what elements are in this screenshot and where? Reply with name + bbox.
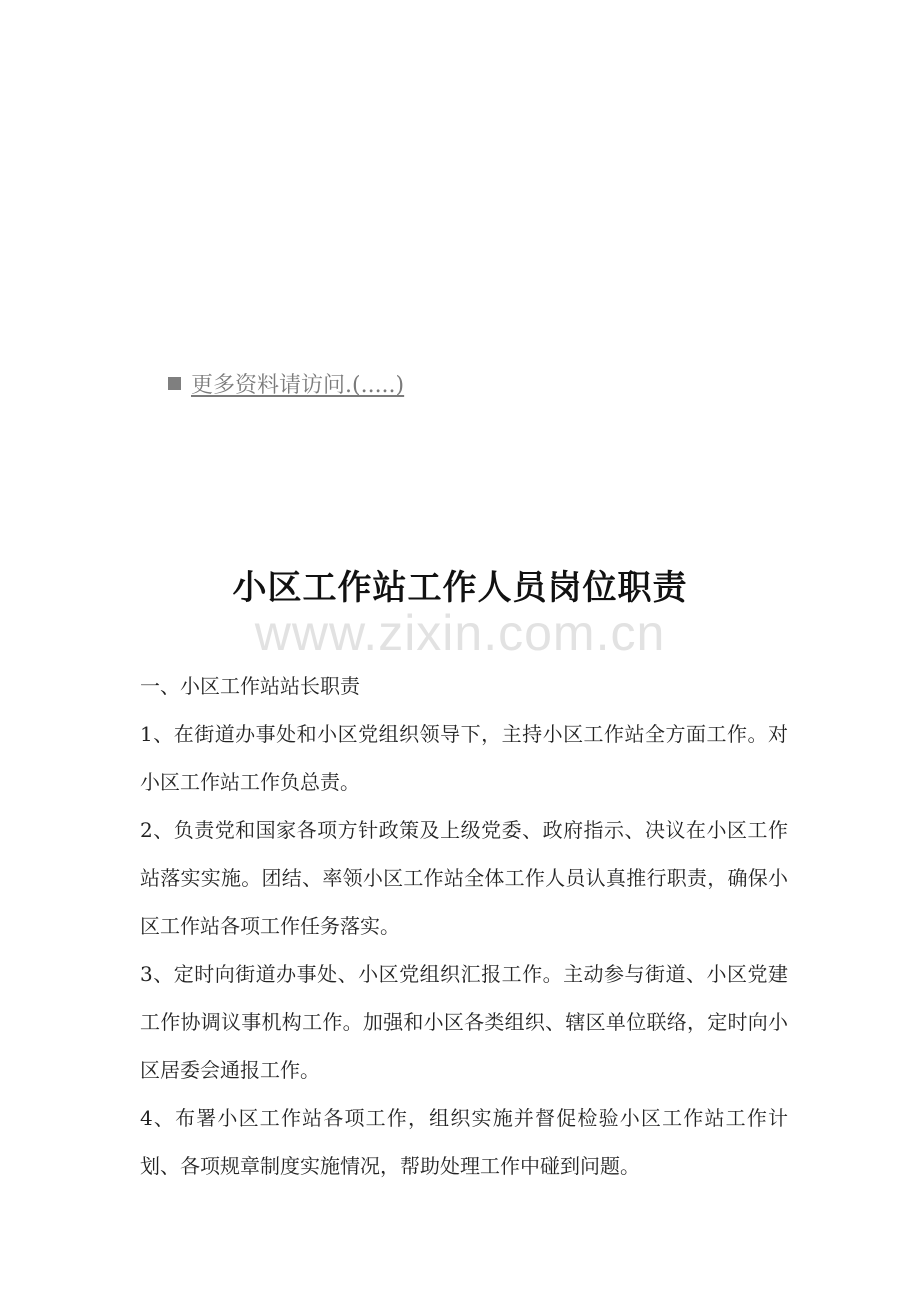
more-info-link-line	[168, 368, 404, 399]
section-heading: 一、小区工作站站长职责	[140, 674, 360, 698]
document-title: 小区工作站工作人员岗位职责	[232, 568, 688, 608]
duty-item: 1、在街道办事处和小区党组织领导下，主持小区工作站全方面工作。对小区工作站工作负总责。	[140, 722, 788, 794]
more-info-link[interactable]: 更多资料请访问.(.....)	[191, 373, 405, 398]
watermark-text: www.zixin.com.cn	[254, 605, 666, 661]
duty-item: 3、定时向街道办事处、小区党组织汇报工作。主动参与街道、小区党建工作协调议事机构工作。加强和小区各类组织、辖区单位联络，定时向小区居委会通报工作。	[140, 962, 788, 1082]
duty-item: 2、负责党和国家各项方针政策及上级党委、政府指示、决议在小区工作站落实实施。团结、率领小区工作站全体工作人员认真推行职责，确保小区工作站各项工作任务落实。	[140, 818, 788, 938]
document-body	[140, 662, 788, 1190]
duty-item: 4、布署小区工作站各项工作，组织实施并督促检验小区工作站工作计划、各项规章制度实施情况，帮助处理工作中碰到问题。	[140, 1106, 788, 1178]
square-bullet-icon	[168, 377, 181, 390]
